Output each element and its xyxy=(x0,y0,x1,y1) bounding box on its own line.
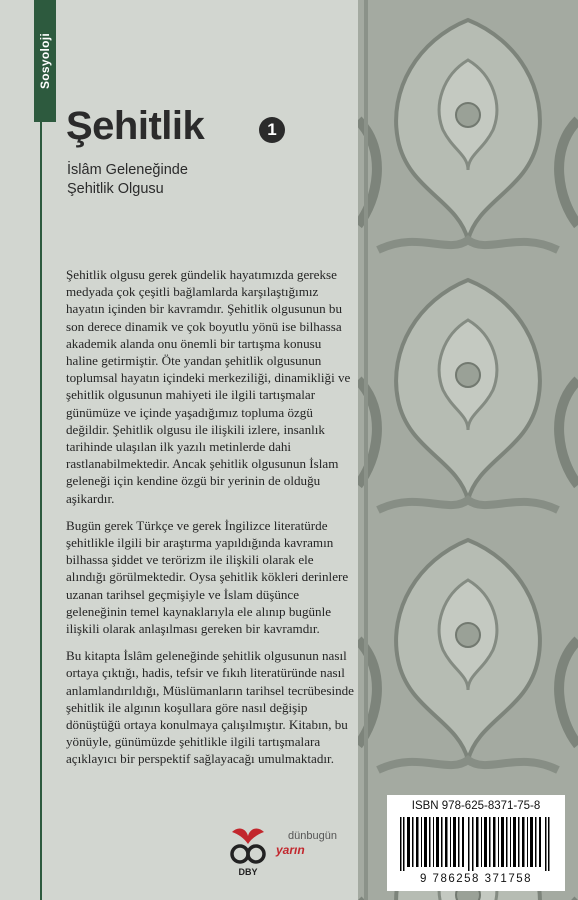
blurb-paragraph: Bugün gerek Türkçe ve gerek İngilizce literatürde şehitlikle ilgili bir araştırma yapıldığında kavramın bilhassa şiddet ve terörizm ile ilişkili olarak ele alındığı görülmektedir. Oysa şehitlik kökleri derinlere uzanan tarihsel geçmişiyle ve İslam düşünce geleneğinin temel kaynaklarıyla ele alınıp bugünle ilişkili olarak anlaşılması gereken bir kavramdır. xyxy=(66,517,349,637)
isbn-label: ISBN 978-625-8371-75-8 xyxy=(411,800,541,812)
blurb-paragraph: Bu kitapta İslâm geleneğinde şehitlik olgusunun nasıl ortaya çıktığı, hadis, tefsir ve fıkıh literatüründe nasıl anlamlandırıldığı, Müslümanların tarihsel tecrübesinde şehitlik ile algının koşullara göre nasıl değişip dönüştüğü ortaya konulmaya çalışılmıştır. Kitabın, bu yönüyle, günümüzde şehitlikle ilgili tartışmalara açıklayıcı bir perspektif sağlayacağı umulmaktadır. xyxy=(66,648,354,767)
ornamental-stone-pattern xyxy=(358,0,578,900)
subtitle-line: İslâm Geleneğinde xyxy=(67,162,188,178)
book-subtitle xyxy=(67,161,307,199)
category-label: Sosyoloji xyxy=(38,32,52,90)
volume-badge: 1 xyxy=(259,117,285,143)
publisher-logo xyxy=(228,826,268,878)
green-rule xyxy=(40,0,42,900)
blurb-paragraph: Şehitlik olgusu gerek gündelik hayatımızda gerekse medyada çok çeşitli bağlamlarda karşılaştığımız hayatın içinden bir kavramdır. Şehitlik olgusunun bu son derece dinamik ve çok boyutlu yönü ise bilhassa akademik alanda onu önemli bir tartışma konusu haline getirmiştir. Öte yandan şehitlik olgusunun toplumsal hayatın içindeki merkeziliği, dinamikliği ve şehitlik olgusunun mahiyeti ile ilgili tartışmalar günümüze ve içinde yaşadığımız topluma özgü değildir. Şehitlik olgusu ile ilişkili izlere, insanlık tarihinde ulaşılan ilk yazılı metinlerde dahi rastlanabilmektedir. Ancak şehitlik olgusunun İslam geleneği için kendine özgü bir yerinin de olduğu aşikardır. xyxy=(66,267,351,506)
barcode-digits: 9 786258 371758 xyxy=(419,873,533,885)
arabesque-ornament xyxy=(358,0,578,900)
imprint-subname: yarın xyxy=(276,843,305,857)
isbn-barcode-block xyxy=(387,795,565,891)
category-tab xyxy=(34,0,56,122)
subtitle-line: Şehitlik Olgusu xyxy=(67,181,164,197)
book-title: Şehitlik xyxy=(66,104,205,148)
imprint-name: dünbugün xyxy=(288,830,337,842)
publisher-logo-text: DBY xyxy=(238,867,258,877)
blurb xyxy=(66,266,356,778)
barcode xyxy=(398,817,554,871)
imprint-logo xyxy=(274,830,354,860)
